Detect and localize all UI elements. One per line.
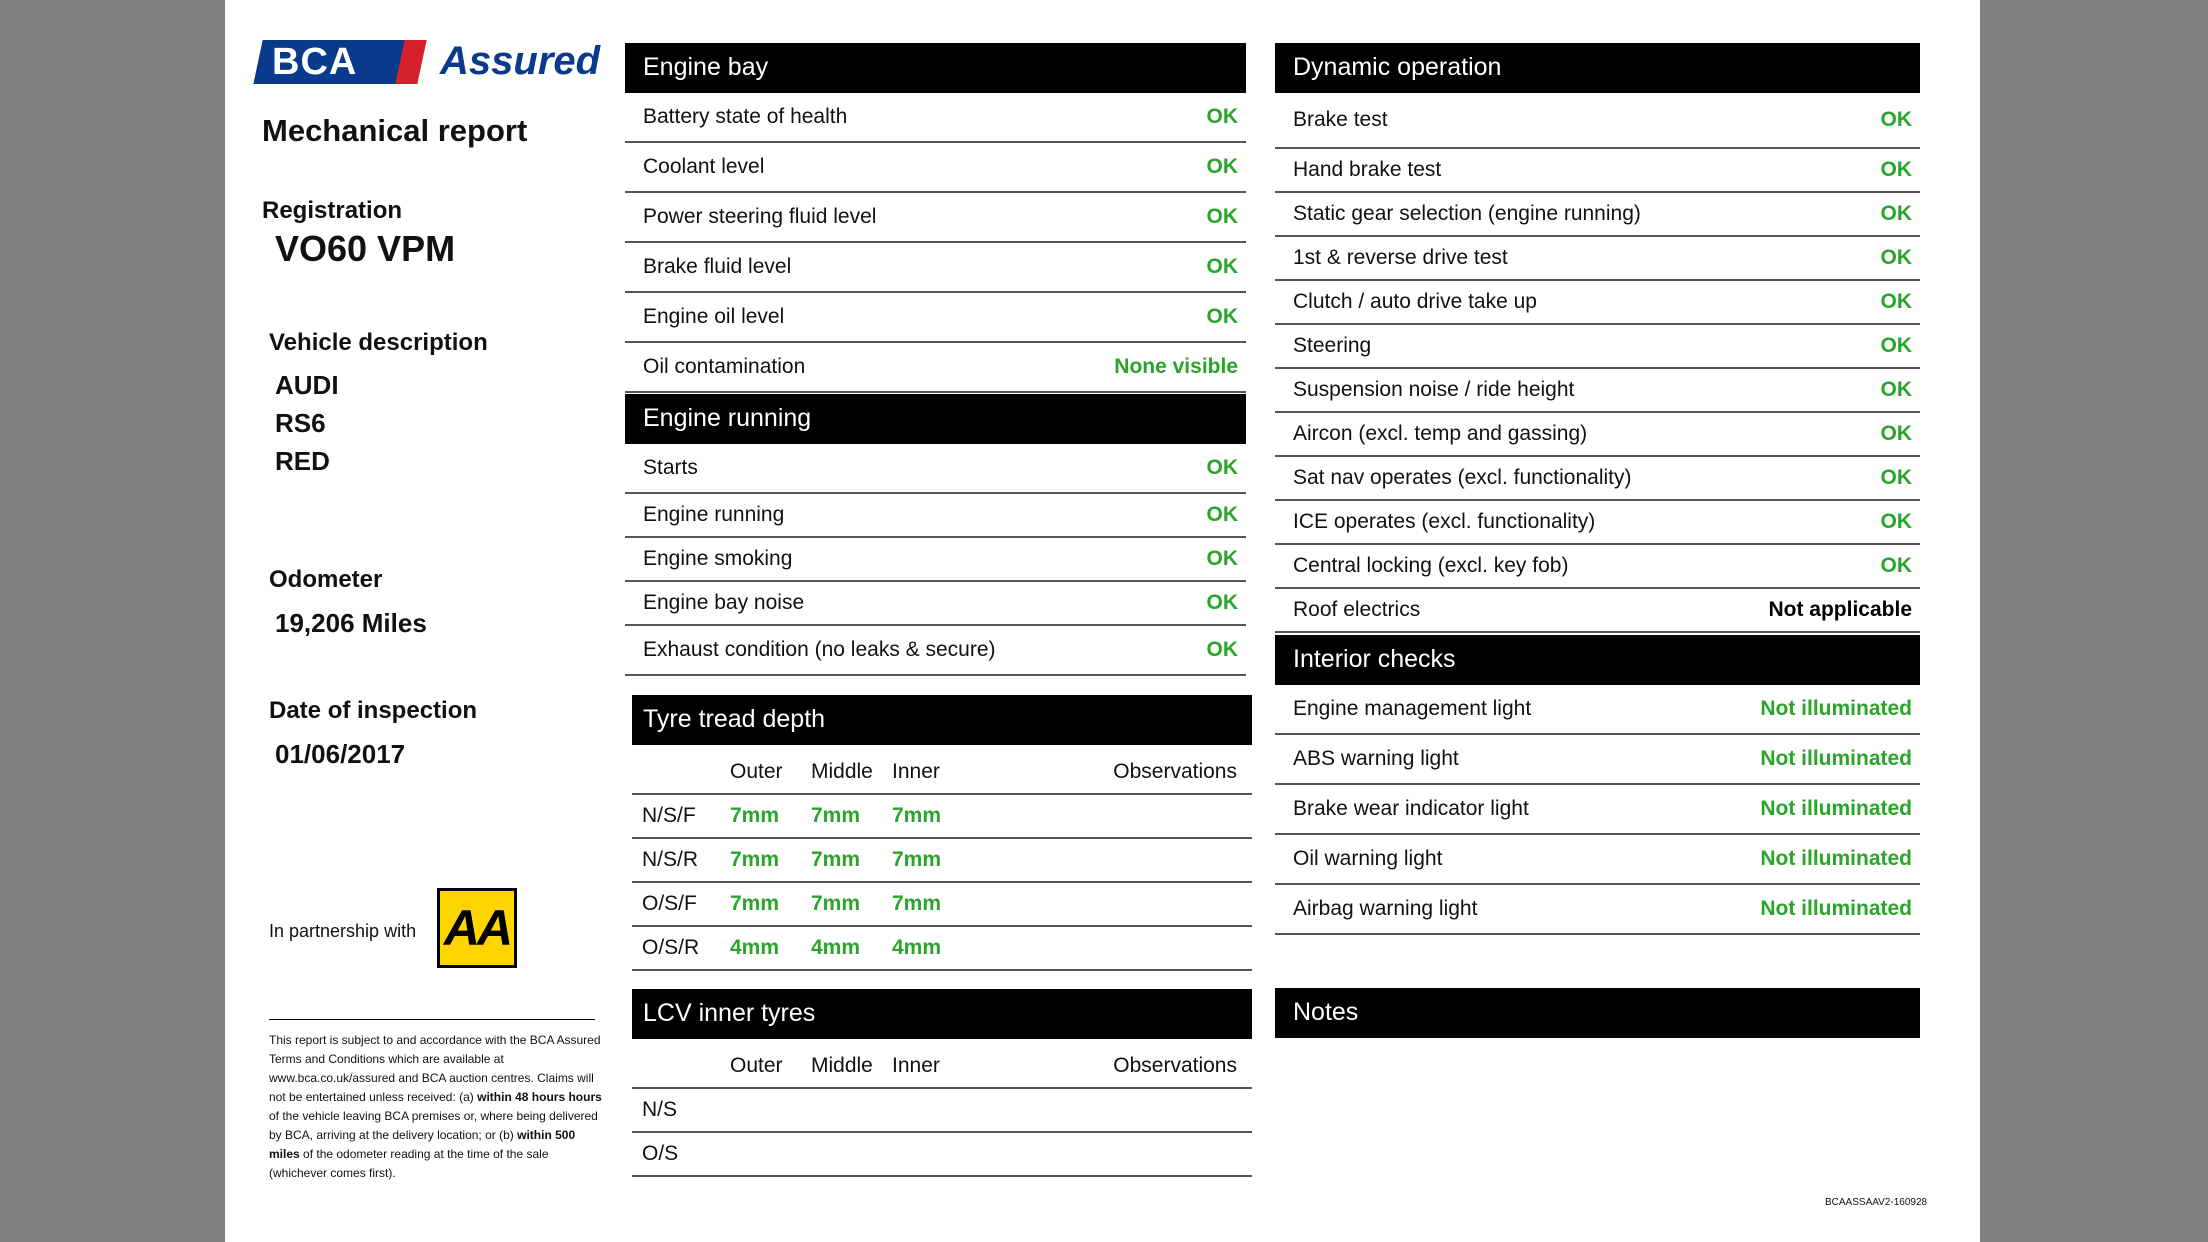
check-label: Engine management light (1293, 697, 1532, 720)
column-header: Observations (1113, 760, 1237, 783)
lcv-inner-header: LCV inner tyres (632, 989, 1252, 1039)
column-header: Inner (892, 1054, 940, 1077)
lcv-inner-section (632, 989, 1252, 1177)
check-label: Engine smoking (643, 547, 793, 570)
check-label: Engine bay noise (643, 591, 805, 614)
disclaimer-text: This report is subject to and accordance with the BCA Assured Terms and Conditions which are available at www.bca.co.uk/assured and BCA auction centres. Claims will not be entertained unless received: (a) within 48 hours hours of the vehicle leaving BCA premises or, where being delivered by BCA, arriving at the delivery location; or (b) within 500 miles of the odometer reading at the time of the sale (whichever comes first). (269, 1033, 602, 1180)
check-label: Airbag warning light (1293, 897, 1478, 920)
inspection-date-value: 01/06/2017 (275, 739, 406, 769)
check-row (625, 143, 1246, 193)
notes-section (1275, 988, 1920, 1038)
check-row (1275, 885, 1920, 935)
tyre-position: N/S/R (642, 848, 699, 871)
check-row (1275, 413, 1920, 457)
check-row (625, 343, 1246, 393)
check-result: OK (1880, 334, 1912, 357)
check-label: Suspension noise / ride height (1293, 378, 1575, 401)
check-label: Brake test (1293, 108, 1388, 131)
tyre-table-header (632, 751, 1252, 795)
tyre-depth-outer: 7mm (730, 892, 780, 915)
partnership-label: In partnership with (269, 921, 417, 941)
check-row (1275, 325, 1920, 369)
check-label: Brake fluid level (643, 255, 792, 278)
engine-running-header: Engine running (625, 394, 1246, 444)
check-row (1275, 835, 1920, 885)
tyre-depth-inner: 7mm (892, 892, 942, 915)
check-label: Oil warning light (1293, 847, 1443, 870)
check-label: ABS warning light (1293, 747, 1459, 770)
tyre-position: O/S/F (642, 892, 697, 915)
check-result: Not applicable (1768, 598, 1912, 621)
engine-bay-header: Engine bay (625, 43, 1246, 93)
check-label: Static gear selection (engine running) (1293, 202, 1641, 225)
check-label: Oil contamination (643, 355, 806, 378)
check-result: Not illuminated (1760, 697, 1912, 720)
check-label: Power steering fluid level (643, 205, 877, 228)
check-result: OK (1880, 466, 1912, 489)
check-label: Exhaust condition (no leaks & secure) (643, 638, 996, 661)
tyre-table-header (632, 1045, 1252, 1089)
check-row (625, 494, 1246, 538)
check-row (625, 293, 1246, 343)
check-label: Aircon (excl. temp and gassing) (1293, 422, 1588, 445)
tyre-row (632, 839, 1252, 883)
divider (269, 1019, 595, 1020)
check-result: Not illuminated (1760, 897, 1912, 920)
page-title: Mechanical report (262, 113, 528, 148)
tyre-tread-header: Tyre tread depth (632, 695, 1252, 745)
document-code: BCAASSAAV2-160928 (1825, 1197, 1928, 1208)
interior-checks-header: Interior checks (1275, 635, 1920, 685)
check-row (1275, 281, 1920, 325)
tyre-depth-middle: 7mm (811, 804, 861, 827)
check-label: Battery state of health (643, 105, 848, 128)
odometer-label: Odometer (269, 566, 383, 593)
check-row (1275, 589, 1920, 633)
vehicle-description-label: Vehicle description (269, 329, 488, 356)
check-result: Not illuminated (1760, 747, 1912, 770)
check-result: OK (1880, 246, 1912, 269)
check-row (1275, 369, 1920, 413)
check-row (625, 626, 1246, 676)
check-result: OK (1880, 554, 1912, 577)
bca-assured-logo (258, 38, 608, 88)
tyre-row (632, 1089, 1252, 1133)
check-label: Steering (1293, 334, 1372, 357)
check-row (1275, 93, 1920, 149)
check-row (1275, 193, 1920, 237)
check-row (1275, 785, 1920, 835)
check-result: OK (1206, 503, 1238, 526)
check-row (625, 538, 1246, 582)
check-row (1275, 237, 1920, 281)
check-result: None visible (1114, 355, 1238, 378)
check-result: OK (1206, 547, 1238, 570)
column-header: Inner (892, 760, 940, 783)
check-result: OK (1206, 205, 1238, 228)
tyre-depth-middle: 7mm (811, 848, 861, 871)
tyre-depth-outer: 7mm (730, 804, 780, 827)
check-result: Not illuminated (1760, 847, 1912, 870)
check-result: OK (1880, 108, 1912, 131)
check-row (1275, 457, 1920, 501)
tyre-depth-middle: 4mm (811, 936, 861, 959)
logo-bca-text: BCA (272, 41, 358, 83)
check-label: Clutch / auto drive take up (1293, 290, 1537, 313)
dynamic-operation-header: Dynamic operation (1275, 43, 1920, 93)
check-result: OK (1206, 456, 1238, 479)
check-label: Engine oil level (643, 305, 785, 328)
tyre-tread-section (632, 695, 1252, 971)
column-header: Observations (1113, 1054, 1237, 1077)
check-result: OK (1880, 202, 1912, 225)
column-header: Middle (811, 1054, 873, 1077)
column-header: Outer (730, 760, 783, 783)
check-row (1275, 735, 1920, 785)
vehicle-model: RS6 (275, 408, 326, 438)
aa-logo-text: AA (443, 900, 511, 956)
check-result: OK (1880, 422, 1912, 445)
inspection-date-label: Date of inspection (269, 697, 478, 724)
check-label: ICE operates (excl. functionality) (1293, 510, 1596, 533)
vehicle-colour: RED (275, 446, 330, 476)
tyre-row (632, 883, 1252, 927)
check-row (625, 93, 1246, 143)
tyre-row (632, 927, 1252, 971)
check-result: OK (1206, 638, 1238, 661)
tyre-position: N/S (642, 1098, 678, 1121)
check-result: OK (1206, 105, 1238, 128)
check-row (625, 582, 1246, 626)
tyre-position: N/S/F (642, 804, 696, 827)
column-header: Outer (730, 1054, 783, 1077)
check-result: OK (1880, 378, 1912, 401)
check-result: OK (1206, 305, 1238, 328)
check-row (1275, 545, 1920, 589)
tyre-depth-middle: 7mm (811, 892, 861, 915)
tyre-row (632, 795, 1252, 839)
column-header: Middle (811, 760, 873, 783)
check-label: Coolant level (643, 155, 765, 178)
check-result: OK (1880, 158, 1912, 181)
check-row (1275, 149, 1920, 193)
check-label: Central locking (excl. key fob) (1293, 554, 1569, 577)
check-result: OK (1880, 510, 1912, 533)
check-label: Engine running (643, 503, 785, 526)
tyre-position: O/S/R (642, 936, 700, 959)
aa-logo (437, 888, 517, 968)
tyre-depth-inner: 4mm (892, 936, 942, 959)
check-row (1275, 685, 1920, 735)
check-label: Roof electrics (1293, 598, 1421, 621)
check-result: Not illuminated (1760, 797, 1912, 820)
check-label: Hand brake test (1293, 158, 1442, 181)
engine-running-section (625, 394, 1246, 676)
check-label: Starts (643, 456, 698, 479)
check-label: 1st & reverse drive test (1293, 246, 1508, 269)
tyre-position: O/S (642, 1142, 679, 1165)
vehicle-make: AUDI (275, 370, 339, 400)
interior-checks-section (1275, 635, 1920, 935)
tyre-depth-inner: 7mm (892, 804, 942, 827)
check-result: OK (1206, 155, 1238, 178)
tyre-depth-inner: 7mm (892, 848, 942, 871)
tyre-row (632, 1133, 1252, 1177)
registration-label: Registration (262, 197, 403, 224)
tyre-depth-outer: 7mm (730, 848, 780, 871)
check-label: Sat nav operates (excl. functionality) (1293, 466, 1632, 489)
check-result: OK (1206, 255, 1238, 278)
odometer-value: 19,206 Miles (275, 608, 427, 638)
check-row (1275, 501, 1920, 545)
check-row (625, 243, 1246, 293)
notes-header: Notes (1275, 988, 1920, 1038)
dynamic-operation-section (1275, 43, 1920, 633)
check-row (625, 193, 1246, 243)
check-result: OK (1206, 591, 1238, 614)
report-page (225, 0, 1980, 1242)
check-row (625, 444, 1246, 494)
engine-bay-section (625, 43, 1246, 393)
check-label: Brake wear indicator light (1293, 797, 1529, 820)
tyre-depth-outer: 4mm (730, 936, 780, 959)
logo-assured-text: Assured (440, 39, 601, 83)
registration-value: VO60 VPM (275, 228, 456, 269)
check-result: OK (1880, 290, 1912, 313)
